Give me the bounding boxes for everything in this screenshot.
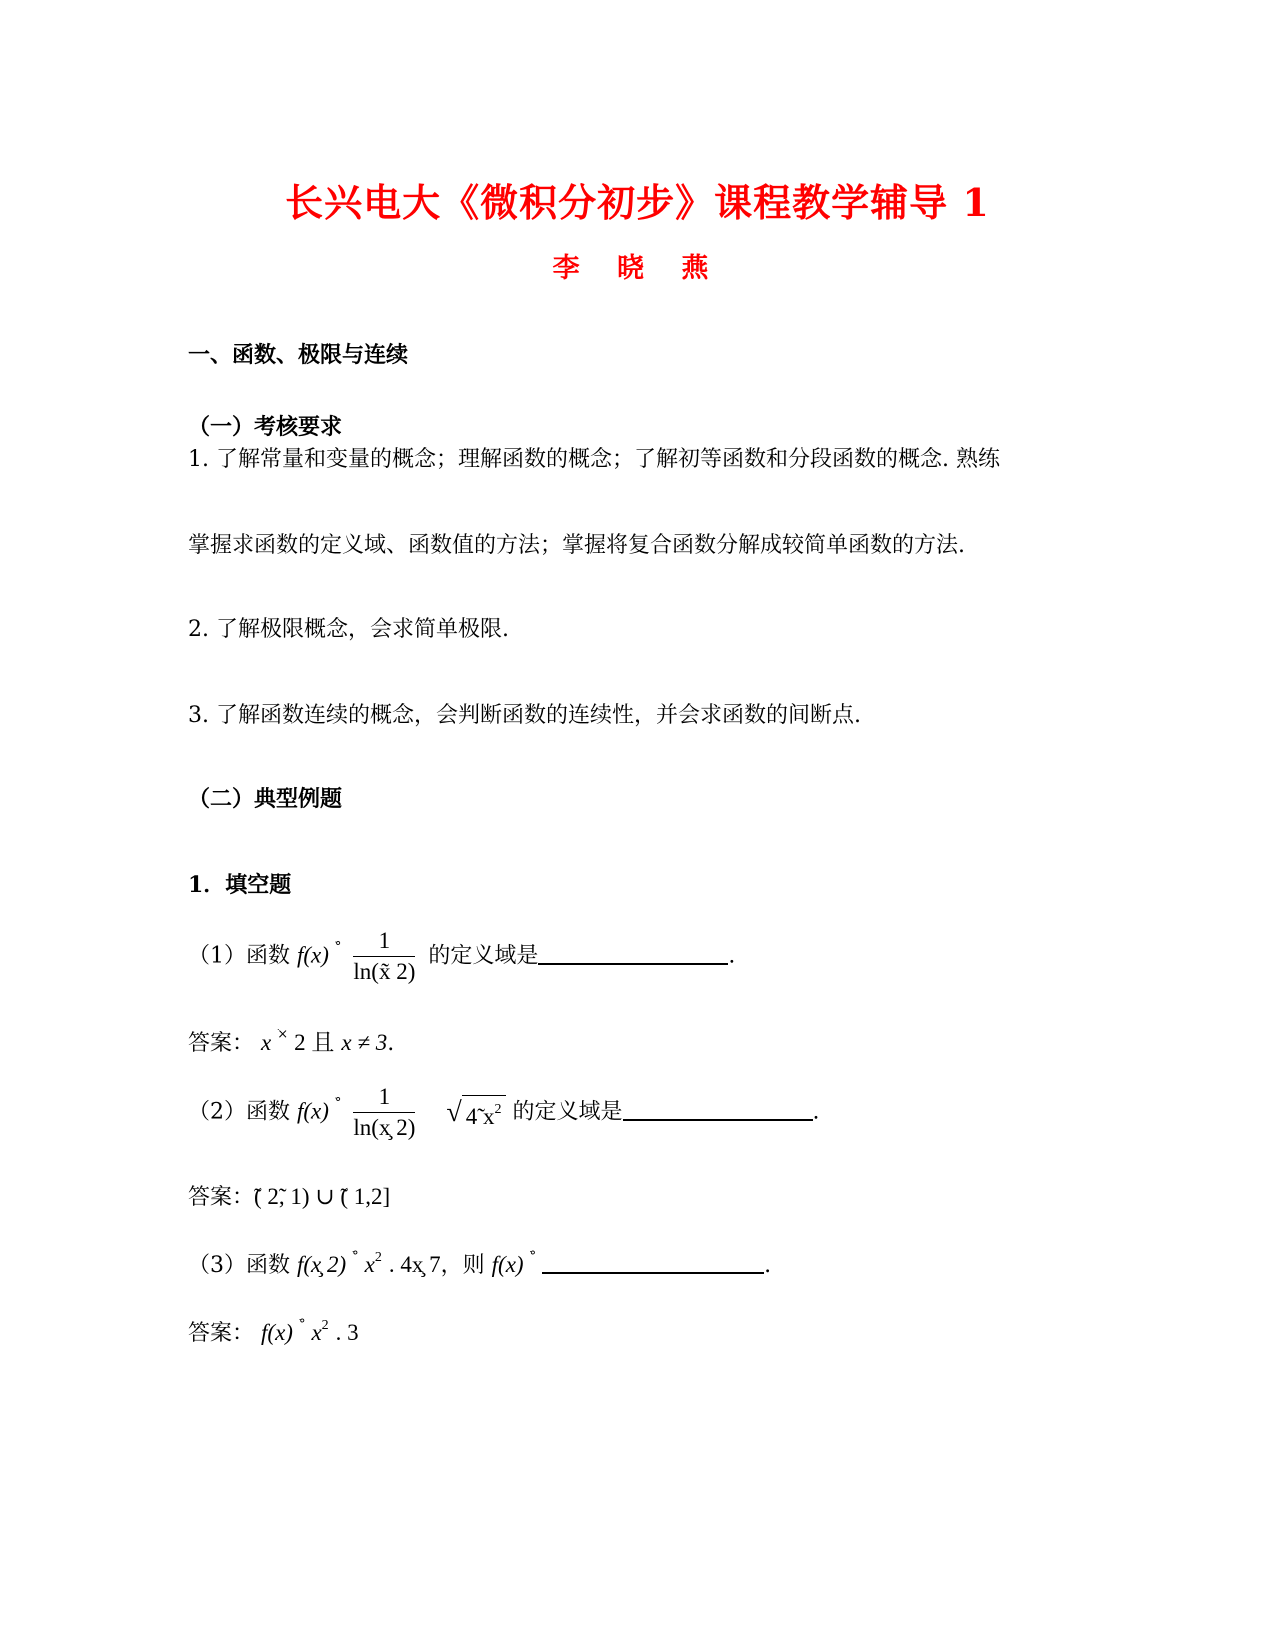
sqrt-icon: √ bbox=[446, 1096, 462, 1128]
question-3-rhs-exponent: 2 bbox=[374, 1250, 382, 1265]
question-3-lhs: f(x̧ 2) bbox=[297, 1252, 347, 1277]
question-2-sqrt-exponent: 2 bbox=[494, 1101, 502, 1117]
answer-3-rest: . 3 bbox=[335, 1320, 359, 1345]
question-1-glyph: ׂ° bbox=[335, 939, 341, 955]
requirement-3: 3. 了解函数连续的概念，会判断函数的连续性，并会求函数的间断点. bbox=[188, 703, 861, 728]
answer-1-end: . bbox=[387, 1031, 395, 1056]
question-2-denominator: ln(x̧ 2) bbox=[353, 1115, 416, 1140]
question-2-sqrt bbox=[446, 1095, 505, 1131]
answer-3-label: 答案： bbox=[188, 1321, 255, 1346]
answer-3-x: x bbox=[311, 1320, 322, 1345]
answer-2-label: 答案： bbox=[188, 1185, 255, 1210]
requirement-1-line-2: 掌握求函数的定义域、函数值的方法；掌握将复合函数分解成较简单函数的方法. bbox=[188, 533, 965, 558]
question-3-func: f(x) bbox=[491, 1252, 524, 1277]
answer-2-value: ̃( 2̃, 1) ∪ ̃( 1,2] bbox=[254, 1184, 391, 1209]
question-3 bbox=[188, 1248, 771, 1279]
section-heading: 一、函数、极限与连续 bbox=[188, 342, 409, 368]
subsection-heading-examples: （二）典型例题 bbox=[188, 786, 343, 812]
document-title: 长兴电大《微积分初步》课程教学辅导 1 bbox=[285, 180, 990, 225]
question-2 bbox=[188, 1082, 820, 1143]
question-2-prefix: （2）函数 bbox=[188, 1099, 290, 1125]
answer-1-x: x bbox=[261, 1030, 272, 1055]
question-2-answer-blank[interactable] bbox=[623, 1097, 813, 1121]
question-2-fraction bbox=[353, 1082, 415, 1143]
answer-1-rest: 2 且 bbox=[294, 1030, 335, 1055]
answer-3-glyph: ׂ° bbox=[299, 1317, 305, 1332]
question-3-glyph-2: ׂ° bbox=[530, 1249, 536, 1264]
question-3-mid: ，则 bbox=[440, 1253, 485, 1278]
question-3-rhs-rest: . 4x̧ 7 bbox=[388, 1252, 441, 1277]
answer-1-condition: x ≠ 3 bbox=[341, 1030, 388, 1055]
question-3-prefix: （3）函数 bbox=[188, 1253, 290, 1278]
answer-3 bbox=[188, 1316, 359, 1347]
question-1-answer-blank[interactable] bbox=[538, 941, 728, 965]
question-1-denominator: ln(x̃ 2) bbox=[353, 959, 416, 984]
question-3-end: . bbox=[764, 1253, 772, 1278]
question-2-numerator: 1 bbox=[353, 1082, 415, 1113]
question-2-sqrt-body: 4̃ x bbox=[465, 1103, 495, 1129]
question-3-rhs-x: x bbox=[364, 1252, 375, 1277]
question-1 bbox=[188, 926, 735, 987]
author-name: 李 晓 燕 bbox=[552, 253, 723, 284]
question-1-func: f(x) bbox=[297, 942, 329, 968]
question-1-suffix: 的定义域是 bbox=[428, 943, 539, 969]
question-1-end: . bbox=[728, 943, 736, 969]
answer-3-func: f(x) bbox=[261, 1320, 293, 1345]
answer-1 bbox=[188, 1024, 394, 1057]
fill-in-heading: 1．填空题 bbox=[188, 872, 292, 898]
answer-1-label: 答案： bbox=[188, 1031, 255, 1056]
requirement-2: 2. 了解极限概念，会求简单极限. bbox=[188, 617, 509, 642]
subsection-heading-requirements: （一）考核要求 bbox=[188, 414, 343, 440]
answer-3-exponent: 2 bbox=[321, 1318, 329, 1333]
question-3-answer-blank[interactable] bbox=[542, 1250, 764, 1274]
question-1-fraction bbox=[353, 926, 415, 987]
requirement-1-line-1: 1. 了解常量和变量的概念；理解函数的概念；了解初等函数和分段函数的概念. 熟练 bbox=[188, 447, 1000, 472]
question-2-func: f(x) bbox=[297, 1098, 329, 1124]
question-3-glyph: ׂ° bbox=[353, 1249, 358, 1264]
answer-1-glyph: ׂ× bbox=[278, 1027, 288, 1042]
question-2-suffix: 的定义域是 bbox=[512, 1099, 623, 1125]
question-1-prefix: （1）函数 bbox=[188, 943, 290, 969]
question-2-glyph: ׂ° bbox=[335, 1095, 341, 1111]
answer-2 bbox=[188, 1180, 390, 1211]
question-2-end: . bbox=[812, 1099, 820, 1125]
question-1-numerator: 1 bbox=[353, 926, 415, 957]
